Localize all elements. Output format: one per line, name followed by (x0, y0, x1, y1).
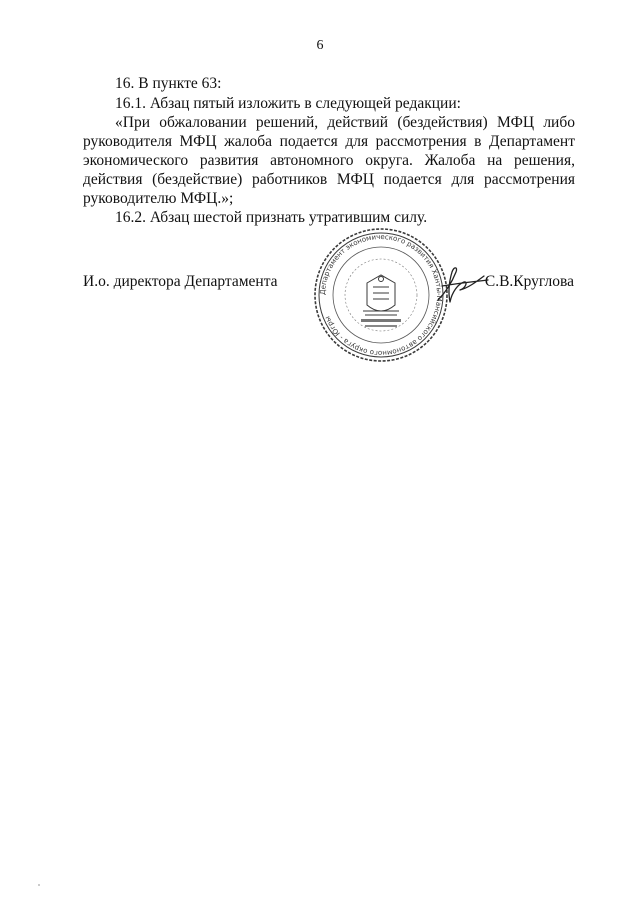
paragraph-item-16-2: 16.2. Абзац шестой признать утратившим силу. (115, 209, 428, 226)
signatory-name: С.В.Круглова (484, 273, 574, 290)
paragraph-item-16-1: 16.1. Абзац пятый изложить в следующей редакции: (115, 95, 461, 112)
page-number: 6 (316, 38, 324, 53)
quote-line-5: руководителю МФЦ.»; (83, 190, 234, 207)
svg-text:Департамент экономического раз (319, 233, 443, 357)
official-seal-stamp (313, 227, 449, 363)
handwritten-signature (432, 262, 492, 308)
seal-outer-text: Департамент экономического развития Ханты-Мансийского автономного округа - Югры (318, 232, 444, 358)
quote-line-1: «При обжаловании решений, действий (бездействия) МФЦ либо (115, 114, 575, 131)
signatory-title: И.о. директора Департамента (83, 273, 278, 290)
quote-line-4: действия (бездействие) работников МФЦ подается для рассмотрения (83, 171, 575, 188)
quote-line-2: руководителя МФЦ жалоба подается для рассмотрения в Департамент (83, 133, 575, 150)
paragraph-item-16: 16. В пункте 63: (115, 75, 222, 92)
seal-emblem-icon (363, 275, 399, 315)
quote-line-3: экономического развития автономного округа. Жалоба на решения, (83, 152, 575, 169)
scan-artifact (38, 884, 40, 886)
